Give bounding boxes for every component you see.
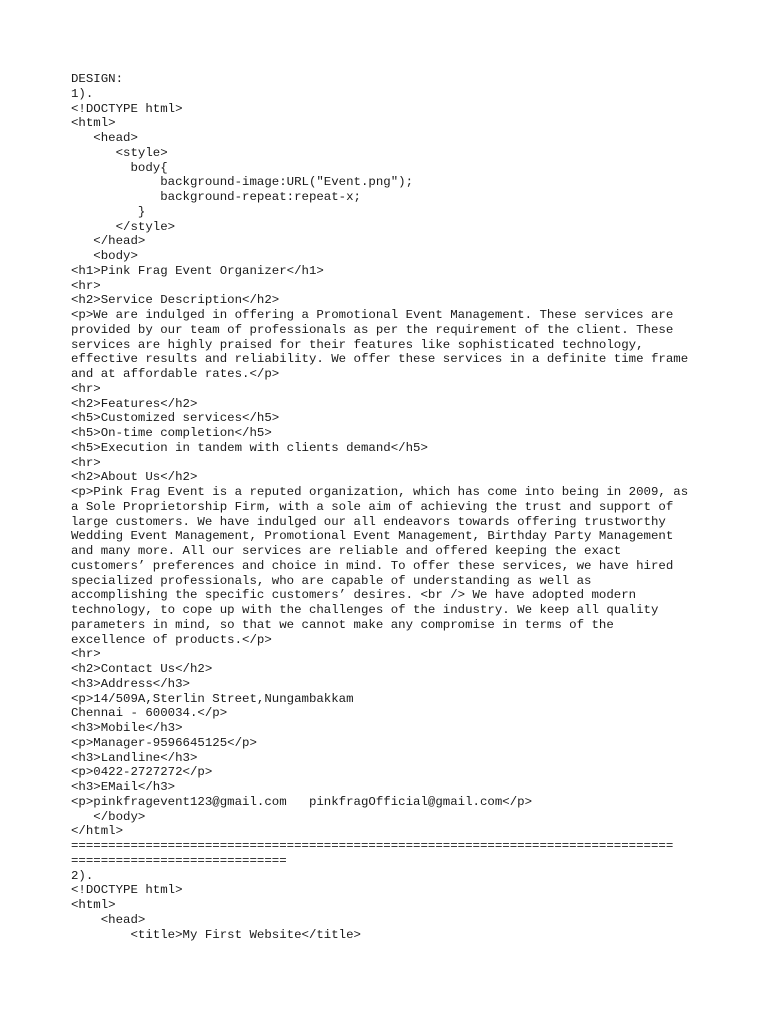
separator-line: ================================================================================= [71,839,674,853]
text-line: <h5>Execution in tandem with clients demand</h5> [71,440,428,455]
text-line: <!DOCTYPE html> [71,101,183,116]
text-line: body{ [71,160,168,175]
text-line: Chennai - 600034.</p> [71,706,228,721]
text-line: <html> [71,116,116,131]
text-line: <h1>Pink Frag Event Organizer</h1> [71,263,324,278]
text-line: <h3>Mobile</h3> [71,721,183,735]
text-line: <hr> [71,455,101,470]
text-line: <title>My First Website</title> [71,927,361,942]
text-line: </body> [71,809,146,824]
text-line: <h2>Service Description</h2> [71,293,280,308]
text-line: and many more. All our services are reliable and offered keeping the exact [71,544,622,558]
text-line: effective results and reliability. We offer these services in a definite time frame [71,352,689,367]
text-line: specialized professionals, who are capable of understanding as well as [71,573,592,588]
text-line: <p>Manager-9596645125</p> [71,735,257,750]
text-line: <p>We are indulged in offering a Promotional Event Management. These services are [71,308,674,322]
text-line: <h3>Address</h3> [71,676,190,691]
text-line: <html> [71,898,116,912]
text-line: parameters in mind, so that we cannot make any compromise in terms of the [71,617,614,632]
text-line: excellence of products.</p> [71,632,272,647]
text-line: technology, to cope up with the challenges of the industry. We keep all quality [71,603,659,617]
text-line: <h2>Contact Us</h2> [71,662,213,676]
text-line: } [71,204,146,219]
text-line: <!DOCTYPE html> [71,883,183,898]
text-line: background-repeat:repeat-x; [71,190,361,204]
text-line: <h5>On-time completion</h5> [71,426,272,440]
text-line: DESIGN: [71,72,124,86]
text-line: <style> [71,145,168,160]
text-line: </style> [71,219,176,234]
text-line: services are highly praised for their features like sophisticated technology, [71,337,644,352]
text-line: </html> [71,824,124,839]
text-line: 2). [71,868,94,883]
text-line: <h5>Customized services</h5> [71,411,280,426]
separator-line: ============================= [71,853,287,868]
text-line: <head> [71,131,138,145]
text-line: <p>pinkfragevent123@gmail.com pinkfragOfficial@gmail.com</p> [71,794,533,809]
text-line: <h3>Landline</h3> [71,750,198,765]
text-line: <hr> [71,381,101,396]
text-line: <hr> [71,278,101,293]
text-line: <head> [71,912,146,927]
text-line: <p>Pink Frag Event is a reputed organization, which has come into being in 2009, as [71,485,689,499]
text-line: <h2>About Us</h2> [71,470,198,485]
text-line: large customers. We have indulged our all endeavors towards offering trustworthy [71,514,666,529]
text-line: <body> [71,249,138,263]
text-line: <p>14/509A,Sterlin Street,Nungambakkam [71,691,354,706]
text-line: <hr> [71,647,101,662]
text-line: customers’ preferences and choice in mind. To offer these services, we have hired [71,558,674,573]
document-page [71,72,711,942]
text-line: <p>0422-2727272</p> [71,765,213,780]
text-line: accomplishing the specific customers’ desires. <br /> We have adopted modern [71,588,637,603]
text-line: background-image:URL("Event.png"); [71,175,414,190]
text-line: 1). [71,86,94,101]
text-line: and at affordable rates.</p> [71,367,280,381]
text-line: <h2>Features</h2> [71,396,198,411]
text-line: provided by our team of professionals as per the requirement of the client. These [71,322,674,337]
text-line: a Sole Proprietorship Firm, with a sole aim of achieving the trust and support of [71,499,674,514]
text-line: <h3>EMail</h3> [71,780,176,794]
text-line: Wedding Event Management, Promotional Event Management, Birthday Party Management [71,529,674,544]
text-line: </head> [71,234,146,249]
